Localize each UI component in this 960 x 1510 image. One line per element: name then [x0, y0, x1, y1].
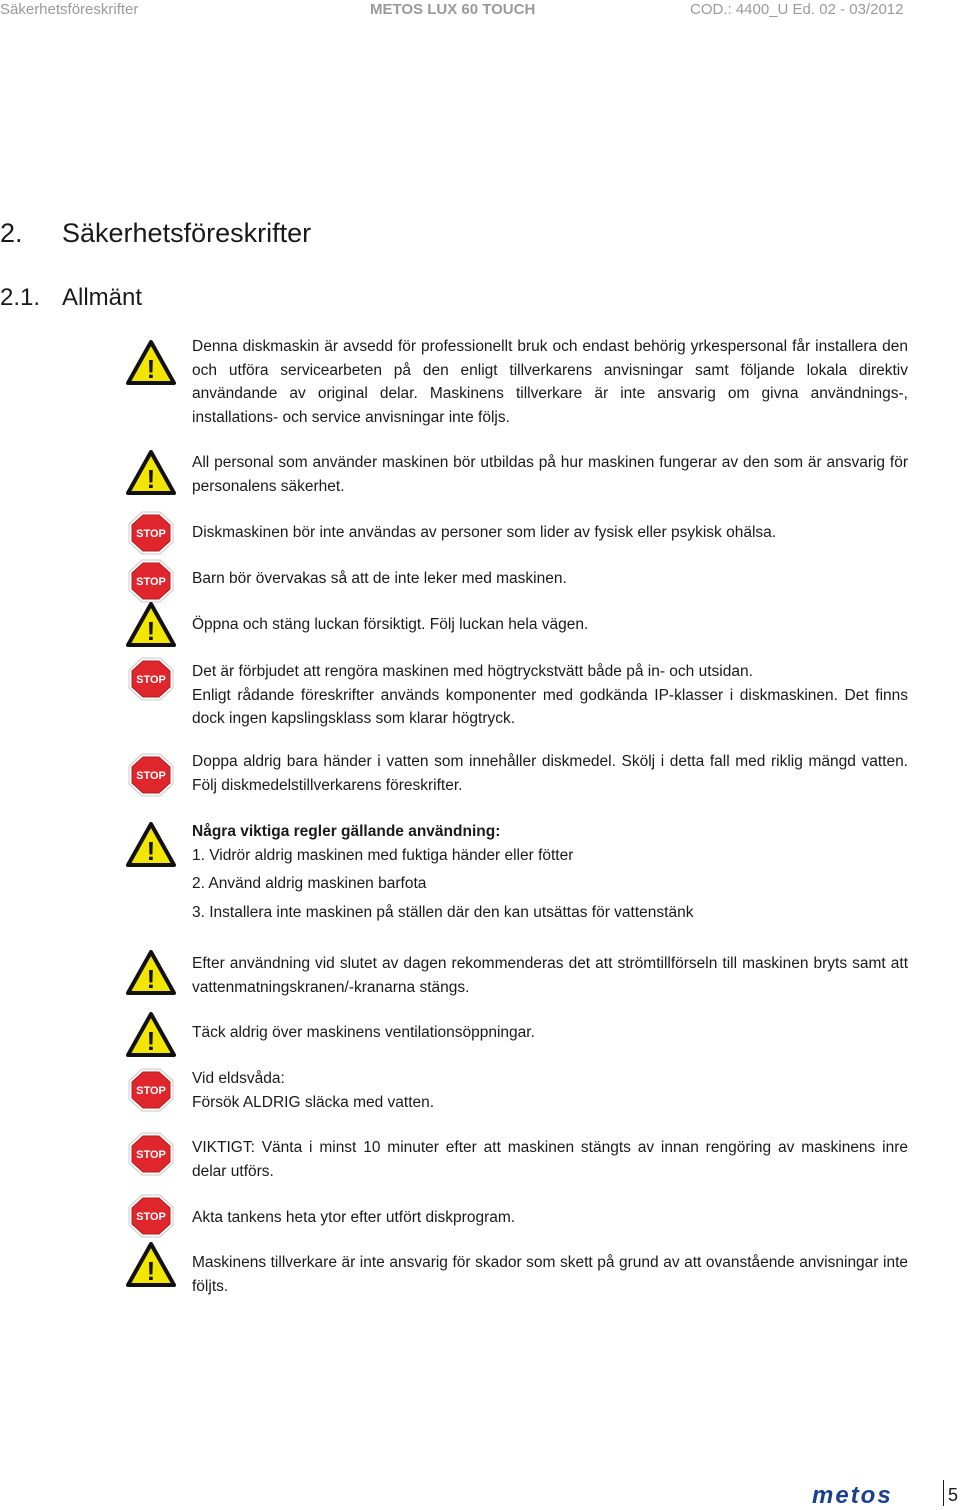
safety-instruction [192, 952, 908, 999]
warning-triangle-icon [126, 1012, 176, 1058]
svg-text:!: ! [146, 616, 156, 646]
svg-text:!: ! [146, 1256, 156, 1286]
svg-text:STOP: STOP [136, 1085, 166, 1097]
svg-text:!: ! [146, 1026, 156, 1056]
footer-divider [943, 1480, 944, 1506]
stop-sign-icon [126, 558, 176, 604]
section-heading [0, 218, 311, 249]
stop-sign-icon [126, 656, 176, 702]
safety-instruction [192, 1251, 908, 1298]
safety-instruction [192, 567, 908, 591]
svg-text:STOP: STOP [136, 1211, 166, 1223]
svg-text:metos: metos [812, 1484, 893, 1506]
svg-text:!: ! [146, 464, 156, 494]
safety-instruction [192, 820, 908, 924]
rule-item: 3. Installera inte maskinen på ställen där den kan utsättas för vattenstänk [192, 903, 694, 921]
instruction-text: Enligt rådande föreskrifter används komponenter med godkända IP-klasser i diskmaskinen. Det finns dock ingen kapslingsklass som klarar högtryck. [192, 686, 908, 727]
instruction-text: Täck aldrig över maskinens ventilationsöppningar. [192, 1024, 535, 1041]
rule-item: 1. Vidrör aldrig maskinen med fuktiga händer eller fötter [192, 846, 574, 864]
stop-sign-icon [126, 1193, 176, 1239]
svg-text:STOP: STOP [136, 674, 166, 686]
subsection-number: 2.1. [0, 284, 41, 311]
section-title: Säkerhetsföreskrifter [62, 218, 312, 248]
svg-text:STOP: STOP [136, 1149, 166, 1161]
safety-instruction [192, 521, 908, 545]
instruction-text: Maskinens tillverkare är inte ansvarig för skador som skett på grund av att ovanstående anvisningar inte följts. [192, 1254, 908, 1295]
warning-triangle-icon [126, 822, 176, 868]
metos-logo [812, 1484, 932, 1506]
instruction-text: Denna diskmaskin är avsedd för professionellt bruk och endast behörig yrkespersonal får installera den och utföra servicearbeten på den enligt tillverkarens anvisningar samt följande lokala direktiv användande av original delar. Maskinens tillverkare är inte ansvarig om givna användnings-, installations- och service anvisningar inte följs. [192, 338, 908, 426]
subsection-heading [0, 284, 142, 312]
safety-instruction [192, 1206, 908, 1230]
rule-item: 2. Använd aldrig maskinen barfota [192, 875, 427, 892]
safety-instruction [192, 1067, 908, 1114]
section-number: 2. [0, 218, 23, 248]
header-product: METOS LUX 60 TOUCH [370, 1, 536, 18]
safety-instruction [192, 1136, 908, 1183]
header-code: COD.: 4400_U Ed. 02 - 03/2012 [690, 1, 904, 18]
warning-triangle-icon [126, 450, 176, 496]
instruction-text: All personal som använder maskinen bör utbildas på hur maskinen fungerar av den som är ansvarig för personalens säkerhet. [192, 454, 908, 495]
warning-triangle-icon [126, 1242, 176, 1288]
svg-text:STOP: STOP [136, 528, 166, 540]
stop-sign-icon [126, 1067, 176, 1113]
safety-instruction [192, 613, 908, 637]
instruction-text: Det är förbjudet att rengöra maskinen med högtryckstvätt både på in- och utsidan. [192, 663, 753, 680]
safety-instruction [192, 750, 908, 797]
svg-text:!: ! [146, 354, 156, 384]
header-chapter: Säkerhetsföreskrifter [0, 1, 139, 18]
instruction-text: Akta tankens heta ytor efter utfört diskprogram. [192, 1209, 516, 1226]
warning-triangle-icon [126, 340, 176, 386]
rules-heading: Några viktiga regler gällande användning: [192, 823, 501, 840]
svg-text:STOP: STOP [136, 576, 166, 588]
warning-triangle-icon [126, 602, 176, 648]
stop-sign-icon [126, 752, 176, 798]
running-header [0, 0, 960, 22]
instruction-text: VIKTIGT: Vänta i minst 10 minuter efter att maskinen stängts av innan rengöring av maskinens inre delar utförs. [192, 1139, 908, 1180]
safety-instruction [192, 660, 908, 731]
svg-text:STOP: STOP [136, 770, 166, 782]
instruction-text: Efter användning vid slutet av dagen rekommenderas det att strömtillförseln till maskinen bryts samt att vattenmatningskranen/-kranarna stängs. [192, 955, 908, 996]
safety-instruction [192, 335, 908, 429]
svg-text:!: ! [146, 836, 156, 866]
instruction-text: Diskmaskinen bör inte användas av personer som lider av fysisk eller psykisk ohälsa. [192, 524, 777, 541]
warning-triangle-icon [126, 950, 176, 996]
stop-sign-icon [126, 1131, 176, 1177]
instruction-text: Försök ALDRIG släcka med vatten. [192, 1093, 435, 1111]
page-number: 5 [948, 1485, 959, 1505]
svg-text:!: ! [146, 964, 156, 994]
instruction-text: Öppna och stäng luckan försiktigt. Följ luckan hela vägen. [192, 616, 589, 633]
instruction-text: Doppa aldrig bara händer i vatten som innehåller diskmedel. Skölj i detta fall med riklig mängd vatten. Följ diskmedelstillverkarens föreskrifter. [192, 753, 908, 794]
safety-instruction [192, 1021, 908, 1045]
instruction-text: Barn bör övervakas så att de inte leker med maskinen. [192, 570, 567, 587]
safety-instruction [192, 451, 908, 498]
instruction-text: Vid eldsvåda: [192, 1070, 285, 1087]
subsection-title: Allmänt [62, 284, 143, 311]
stop-sign-icon [126, 510, 176, 556]
